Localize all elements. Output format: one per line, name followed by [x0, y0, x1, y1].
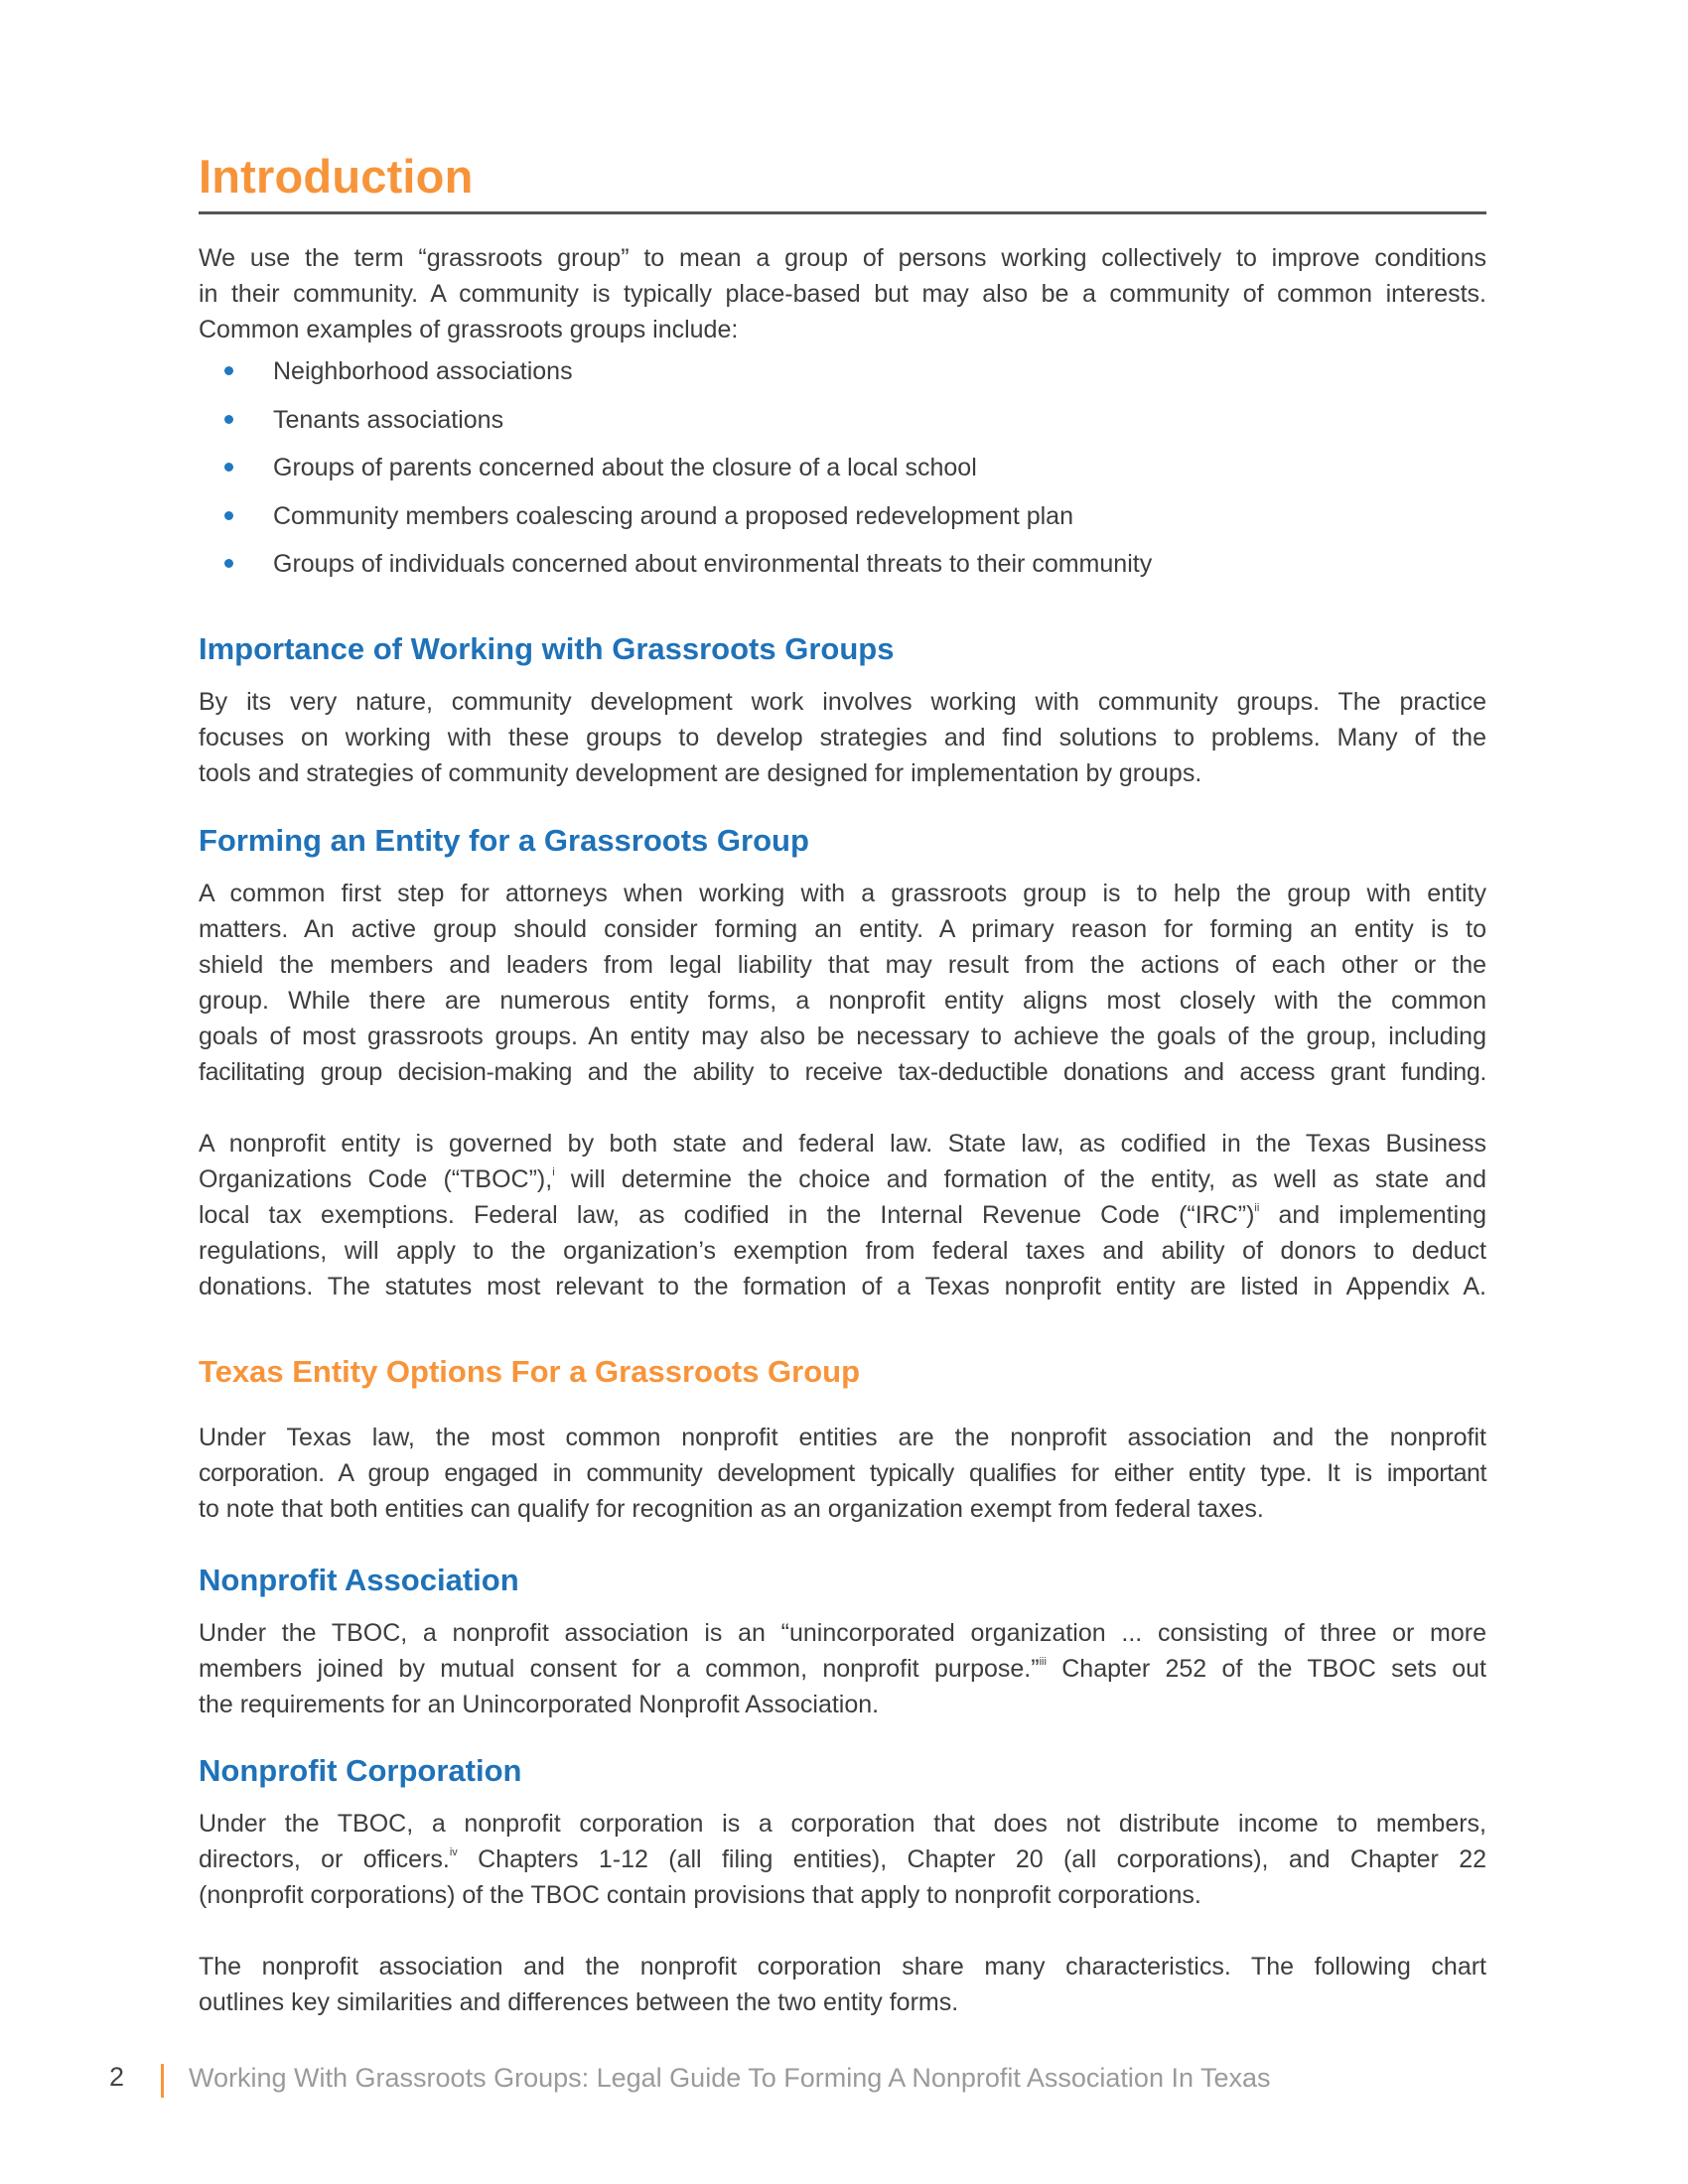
paragraph-line: regulations, will apply to the organization’s exemption from federal taxes and ability of donors to deduct	[199, 1237, 1486, 1265]
page-title: Introduction	[199, 150, 474, 203]
paragraph-line: By its very nature, community development work involves working with community groups. The practice	[199, 688, 1486, 716]
section-heading-options: Texas Entity Options For a Grassroots Group	[199, 1354, 861, 1389]
section-heading-association: Nonprofit Association	[199, 1563, 519, 1597]
forming-paragraph-1	[199, 876, 1486, 1090]
bullet-icon	[224, 415, 233, 424]
list-item: Groups of parents concerned about the closure of a local school	[199, 450, 1486, 498]
list-item: Groups of individuals concerned about environmental threats to their community	[199, 546, 1486, 595]
footer-divider	[161, 2064, 164, 2098]
paragraph-line: outlines key similarities and differences between the two entity forms.	[199, 1988, 959, 2016]
section-heading-importance: Importance of Working with Grassroots Groups	[199, 631, 895, 666]
paragraph-line: the requirements for an Unincorporated Nonprofit Association.	[199, 1691, 880, 1718]
paragraph-line: corporation. A group engaged in community development typically qualifies for either entity type. It is important	[199, 1459, 1486, 1487]
paragraph-line: members joined by mutual consent for a common, nonprofit purpose.”$^{iii}$ Chapter 252 of the TBOC sets out	[199, 1655, 1486, 1683]
page-number: 2	[109, 2062, 125, 2092]
importance-paragraph	[199, 684, 1486, 791]
paragraph-line: to note that both entities can qualify for recognition as an organization exempt from federal taxes.	[199, 1495, 1264, 1523]
section-heading-corporation: Nonprofit Corporation	[199, 1753, 522, 1788]
footnote-ref: i	[552, 1166, 555, 1178]
paragraph-line: A common first step for attorneys when working with a grassroots group is to help the group with entity	[199, 880, 1486, 907]
paragraph-line: focuses on working with these groups to develop strategies and find solutions to problems. Many of the	[199, 724, 1486, 751]
footnote-ref: iii	[1039, 1656, 1047, 1668]
paragraph-line: Under the TBOC, a nonprofit corporation is a corporation that does not distribute income to members,	[199, 1810, 1486, 1838]
paragraph-line: local tax exemptions. Federal law, as codified in the Internal Revenue Code (“IRC”)$^{ii}$ and implementing	[199, 1201, 1486, 1229]
association-paragraph	[199, 1615, 1486, 1722]
paragraph-line: matters. An active group should consider forming an entity. A primary reason for forming an entity is to	[199, 915, 1486, 943]
paragraph-line: donations. The statutes most relevant to the formation of a Texas nonprofit entity are listed in Appendix A.	[199, 1273, 1486, 1300]
footnote-ref: iv	[449, 1846, 458, 1858]
intro-paragraph	[199, 240, 1486, 347]
intro-line: in their community. A community is typically place-based but may also be a community of common interests.	[199, 280, 1486, 308]
list-item: Community members coalescing around a proposed redevelopment plan	[199, 498, 1486, 547]
title-rule	[199, 211, 1486, 214]
bullet-icon	[224, 559, 233, 568]
footer-title: Working With Grassroots Groups: Legal Guide To Forming A Nonprofit Association In Texas	[189, 2063, 1271, 2093]
list-item: Tenants associations	[199, 402, 1486, 451]
paragraph-line: group. While there are numerous entity forms, a nonprofit entity aligns most closely with the common	[199, 987, 1486, 1015]
corporation-paragraph-1	[199, 1806, 1486, 1913]
corporation-paragraph-2	[199, 1949, 1486, 2020]
paragraph-line: tools and strategies of community development are designed for implementation by groups.	[199, 759, 1202, 787]
paragraph-line: goals of most grassroots groups. An entity may also be necessary to achieve the goals of the group, including	[199, 1023, 1486, 1050]
examples-list	[199, 353, 1486, 595]
paragraph-line: shield the members and leaders from legal liability that may result from the actions of each other or the	[199, 951, 1486, 979]
bullet-icon	[224, 511, 233, 520]
bullet-icon	[224, 366, 233, 375]
page-footer	[0, 2062, 1688, 2102]
footnote-ref: ii	[1254, 1202, 1260, 1214]
options-paragraph	[199, 1420, 1486, 1527]
paragraph-line: (nonprofit corporations) of the TBOC contain provisions that apply to nonprofit corporations.	[199, 1881, 1201, 1909]
intro-line: Common examples of grassroots groups include:	[199, 316, 739, 343]
paragraph-line: A nonprofit entity is governed by both state and federal law. State law, as codified in the Texas Business	[199, 1130, 1486, 1158]
paragraph-line: facilitating group decision-making and the ability to receive tax-deductible donations and access grant funding.	[199, 1058, 1486, 1086]
intro-line: We use the term “grassroots group” to mean a group of persons working collectively to improve conditions	[199, 244, 1486, 272]
forming-paragraph-2	[199, 1126, 1486, 1304]
paragraph-line: The nonprofit association and the nonprofit corporation share many characteristics. The following chart	[199, 1953, 1486, 1980]
section-heading-forming: Forming an Entity for a Grassroots Group	[199, 823, 809, 858]
paragraph-line: Under the TBOC, a nonprofit association is an “unincorporated organization ... consisting of three or more	[199, 1619, 1486, 1647]
bullet-icon	[224, 463, 233, 472]
paragraph-line: directors, or officers.$^{iv}$ Chapters 1-12 (all filing entities), Chapter 20 (all corporations), and Chapter 22	[199, 1845, 1486, 1873]
paragraph-line: Under Texas law, the most common nonprofit entities are the nonprofit association and the nonprofit	[199, 1424, 1486, 1451]
list-item: Neighborhood associations	[199, 353, 1486, 402]
paragraph-line: Organizations Code (“TBOC”),$^i$ will determine the choice and formation of the entity, as well as state and	[199, 1165, 1486, 1193]
